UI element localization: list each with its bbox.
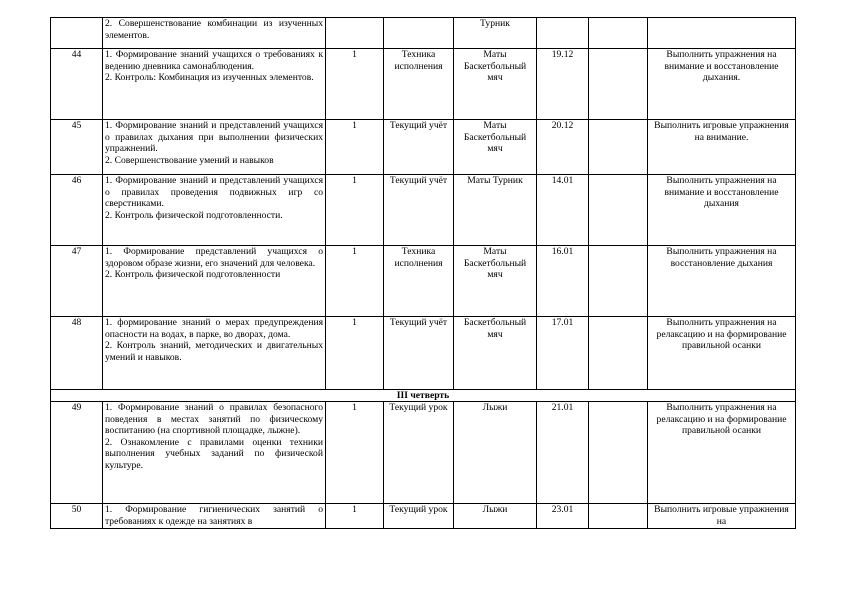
actual-date-cell	[589, 49, 648, 120]
equipment-cell: Лыжи	[454, 402, 537, 504]
equipment-cell: Турник	[454, 18, 537, 49]
lesson-type-cell: Текущий урок	[384, 504, 454, 529]
lesson-content-item: 1. Формирование знаний о правилах безопасного поведения в местах занятий по физическому воспитанию (на спортивной площадке, лыжне).	[105, 402, 323, 437]
lesson-content-item: 2. Контроль физической подготовленности	[105, 269, 281, 281]
actual-date-cell	[589, 18, 648, 49]
lesson-content-item: 2. Контроль знаний, методических и двигательных умений и навыков.	[105, 340, 323, 363]
lesson-number-cell	[51, 18, 103, 49]
lesson-plan-table	[50, 17, 796, 529]
lesson-number-cell: 44	[51, 49, 103, 120]
lesson-content-cell	[103, 504, 326, 529]
actual-date-cell	[589, 402, 648, 504]
lesson-content-cell	[103, 49, 326, 120]
equipment-cell: Лыжи	[454, 504, 537, 529]
lesson-number-cell: 45	[51, 120, 103, 175]
lesson-type-cell	[384, 18, 454, 49]
lesson-content-item: 2. Контроль: Комбинация из изученных элементов.	[105, 72, 314, 84]
lesson-content-item: 1. Формирование знаний и представлений учащихся о правилах проведения подвижных игр со сверстниками.	[105, 175, 323, 210]
lesson-content-cell	[103, 402, 326, 504]
planned-date-cell: 16.01	[537, 246, 589, 317]
lesson-content-item: 2. Ознакомление с правилами оценки техники выполнения учебных заданий по физической культуре.	[105, 436, 323, 471]
actual-date-cell	[589, 175, 648, 246]
equipment-cell: Баскетбольный мяч	[454, 317, 537, 390]
lesson-number-cell: 48	[51, 317, 103, 390]
lesson-number-cell: 50	[51, 504, 103, 529]
actual-date-cell	[589, 120, 648, 175]
table-row	[51, 18, 796, 49]
lesson-content-cell	[103, 317, 326, 390]
lesson-type-cell: Техника исполнения	[384, 49, 454, 120]
equipment-cell: Маты Баскетбольный мяч	[454, 120, 537, 175]
planned-date-cell	[537, 18, 589, 49]
homework-cell: Выполнить игровые упражнения на внимание.	[648, 120, 796, 175]
table-row	[51, 317, 796, 390]
table-row	[51, 49, 796, 120]
lesson-number-cell: 47	[51, 246, 103, 317]
table-row	[51, 175, 796, 246]
planned-date-cell: 14.01	[537, 175, 589, 246]
lesson-content-item: 1. Формирование знаний и представлений учащихся о правилах дыхания при выполнении физических упражнений.	[105, 120, 323, 155]
lesson-content-item: 2. Совершенствование умений и навыков	[105, 154, 274, 166]
quarter-header: III четверть	[51, 390, 796, 402]
lesson-plan-sheet	[50, 17, 795, 529]
table-row	[51, 120, 796, 175]
lesson-type-cell: Текущий урок	[384, 402, 454, 504]
homework-cell	[648, 18, 796, 49]
equipment-cell: Маты Турник	[454, 175, 537, 246]
lesson-content-item: 1. Формирование знаний учащихся о требованиях к ведению дневника самонаблюдения.	[105, 49, 323, 72]
hours-cell: 1	[326, 402, 384, 504]
lesson-content-item: 1. формирование знаний о мерах предупреждения опасности на водах, в парке, во дворах, дома.	[105, 317, 323, 340]
equipment-cell: Маты Баскетбольный мяч	[454, 49, 537, 120]
actual-date-cell	[589, 504, 648, 529]
lesson-number-cell: 49	[51, 402, 103, 504]
lesson-type-cell: Текущий учёт	[384, 120, 454, 175]
lesson-content-cell	[103, 120, 326, 175]
homework-cell: Выполнить упражнения на внимание и восстановление дыхания	[648, 175, 796, 246]
planned-date-cell: 19.12	[537, 49, 589, 120]
table-row	[51, 402, 796, 504]
hours-cell: 1	[326, 120, 384, 175]
lesson-number-cell: 46	[51, 175, 103, 246]
lesson-content-cell	[103, 246, 326, 317]
homework-cell: Выполнить упражнения на восстановление дыхания	[648, 246, 796, 317]
lesson-type-cell: Текущий учёт	[384, 175, 454, 246]
lesson-content-cell	[103, 18, 326, 49]
homework-cell: Выполнить упражнения на релаксацию и на формирование правильной осанки	[648, 317, 796, 390]
actual-date-cell	[589, 246, 648, 317]
hours-cell: 1	[326, 175, 384, 246]
hours-cell: 1	[326, 504, 384, 529]
equipment-cell: Маты Баскетбольный мяч	[454, 246, 537, 317]
lesson-content-item: 2. Совершенствование комбинации из изученных элементов.	[105, 18, 323, 41]
lesson-content-item: 1. Формирование представлений учащихся о здоровом образе жизни, его значений для человека.	[105, 246, 323, 269]
homework-cell: Выполнить упражнения на релаксацию и на формирование правильной осанки	[648, 402, 796, 504]
homework-cell: Выполнить игровые упражнения на	[648, 504, 796, 529]
planned-date-cell: 21.01	[537, 402, 589, 504]
table-row	[51, 504, 796, 529]
lesson-content-item: 1. Формирование гигиенических занятий о требованиях к одежде на занятиях в	[105, 504, 323, 527]
table-body	[51, 18, 796, 529]
hours-cell	[326, 18, 384, 49]
planned-date-cell: 17.01	[537, 317, 589, 390]
planned-date-cell: 23.01	[537, 504, 589, 529]
planned-date-cell: 20.12	[537, 120, 589, 175]
hours-cell: 1	[326, 317, 384, 390]
lesson-type-cell: Текущий учёт	[384, 317, 454, 390]
table-row	[51, 246, 796, 317]
actual-date-cell	[589, 317, 648, 390]
homework-cell: Выполнить упражнения на внимание и восстановление дыхания.	[648, 49, 796, 120]
hours-cell: 1	[326, 246, 384, 317]
quarter-header-row	[51, 390, 796, 402]
hours-cell: 1	[326, 49, 384, 120]
lesson-type-cell: Техника исполнения	[384, 246, 454, 317]
lesson-content-item: 2. Контроль физической подготовленности.	[105, 209, 283, 221]
lesson-content-cell	[103, 175, 326, 246]
